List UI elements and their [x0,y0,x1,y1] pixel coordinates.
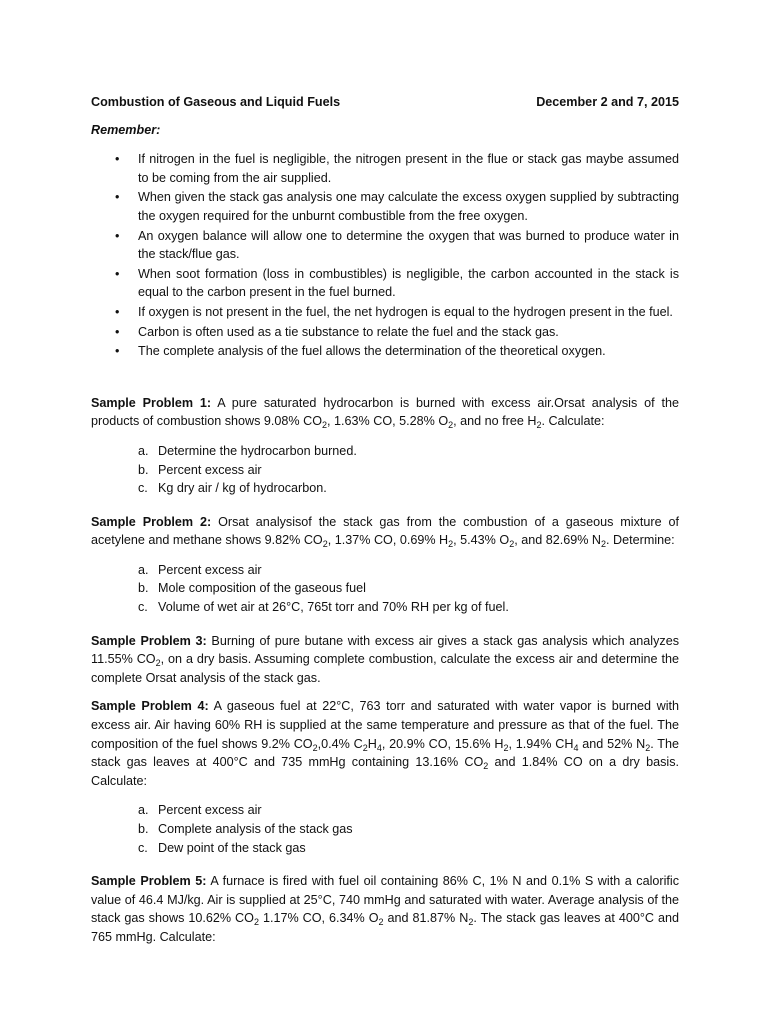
item-text: Mole composition of the gaseous fuel [158,581,366,596]
sample-problem-5 [91,872,679,946]
problem-text: A furnace is fired with fuel oil containing 86% C, 1% N and 0.1% S with a calorific value of 46.4 MJ/kg. Air is supplied at 25°C, 740 mmHg and saturated with water. Average analysis of the stack gas shows 10.62% CO [91,874,679,926]
list-item-text: Carbon is often used as a tie substance to relate the fuel and the stack gas. [138,324,559,339]
item-text: Percent excess air [158,462,262,477]
item-text: Percent excess air [158,562,262,577]
list-item [91,479,679,498]
list-item [91,839,679,858]
sample-problem-1 [91,394,679,431]
bullet-icon: • [115,152,120,167]
problem-text: , on a dry basis. Assuming complete combustion, calculate the excess air and determine the complete Orsat analysis of the stack gas. [91,652,679,685]
problem-text: Burning of pure butane with excess air gives a stack gas analysis which analyzes 11.55% CO [91,633,679,667]
problem-text: , 1.37% CO, 0.69% H [327,533,449,548]
list-item [91,801,679,820]
list-item-text: An oxygen balance will allow one to determine the oxygen that was burned to produce water in the stack/flue gas. [138,228,679,262]
bullet-icon: • [115,324,120,339]
bullet-icon: • [115,344,120,359]
subscript: 2 [312,742,318,753]
problem-text: , 1.94% CH [508,736,574,751]
list-item [91,561,679,580]
problem-label: Sample Problem 3: [91,633,207,648]
remember-list [91,150,679,361]
list-item [91,442,679,461]
item-marker: b. [138,581,149,596]
problem-text: , and 82.69% N [514,533,602,548]
problem-text: , 20.9% CO, 15.6% H [381,736,504,751]
problem-text: Orsat analysisof the stack gas from the combustion of a gaseous mixture of acetylene and methane shows 9.82% CO [91,514,679,548]
item-text: Complete analysis of the stack gas [158,822,353,836]
problem-text: and 52% N [578,736,646,751]
problem-text: . The stack gas leaves at 400°C and 765 mmHg. Calculate: [91,911,679,944]
item-text: Volume of wet air at 26°C, 765t torr and 70% RH per kg of fuel. [158,600,509,615]
bullet-icon: • [115,228,120,243]
problem-label: Sample Problem 4: [91,699,209,714]
list-item [91,188,679,225]
document-header [91,93,679,112]
problem-text: and 1.84% CO on a dry basis. Calculate: [91,755,679,788]
subscript: 2 [448,539,454,550]
bullet-icon: • [115,190,120,205]
problem-text: , 1.63% CO, 5.28% O [327,414,449,429]
list-item-text: The complete analysis of the fuel allows the determination of the theoretical oxygen. [138,344,606,359]
bullet-icon: • [115,304,120,319]
list-item-text: If nitrogen in the fuel is negligible, the nitrogen present in the flue or stack gas maybe assumed to be coming from the air supplied. [138,152,679,185]
list-item [91,323,679,342]
problem-text: and 81.87% N [383,911,469,926]
item-marker: a. [138,443,149,458]
bullet-icon: • [115,266,120,281]
list-item-text: When given the stack gas analysis one may calculate the excess oxygen supplied by subtracting the oxygen required for the unburnt combustible from the free oxygen. [138,190,679,223]
item-marker: b. [138,822,149,836]
item-marker: c. [138,481,148,496]
problem-text: , and no free H [453,414,537,429]
item-marker: b. [138,462,149,477]
subscript: 2 [536,420,542,431]
subscript: 2 [322,420,328,431]
item-text: Kg dry air / kg of hydrocarbon. [158,481,327,496]
subscript: 2 [509,539,515,550]
problem-text: 1.17% CO, 6.34% O [258,911,379,926]
problem-2-tasks [91,561,679,617]
subscript: 2 [483,761,489,772]
problem-text: H [367,736,377,751]
list-item [91,227,679,264]
problem-text: . Determine: [606,533,675,548]
list-item [91,150,679,187]
subscript: 4 [573,742,579,753]
subscript: 2 [645,742,651,753]
list-item [91,461,679,480]
subscript: 2 [253,917,259,928]
subscript: 2 [468,917,474,928]
item-text: Determine the hydrocarbon burned. [158,443,357,458]
problem-text: . Calculate: [541,414,605,429]
subscript: 2 [362,742,368,753]
item-marker: c. [138,600,148,615]
sample-problem-3 [91,632,679,688]
subscript: 2 [322,539,328,550]
list-item [91,820,679,839]
document-title: Combustion of Gaseous and Liquid Fuels [91,95,341,109]
sample-problem-4 [91,697,679,790]
list-item [91,598,679,617]
item-text: Percent excess air [158,803,262,818]
sample-problem-2 [91,513,679,550]
problem-label: Sample Problem 5: [91,874,207,889]
list-item [91,579,679,598]
item-marker: a. [138,803,149,818]
list-item [91,303,679,322]
item-marker: c. [138,840,148,855]
list-item [91,265,679,302]
subscript: 2 [503,742,509,753]
problem-1-tasks [91,442,679,498]
problem-text: . The stack gas leaves at 400°C and 735 mmHg containing 13.16% CO [91,736,679,770]
problem-text: A pure saturated hydrocarbon is burned with excess air.Orsat analysis of the products of combustion shows 9.08% CO [91,395,679,429]
problem-text: A gaseous fuel at 22°C, 763 torr and saturated with water vapor is burned with excess air. Air having 60% RH is supplied at the same temperature and pressure as that of the fuel. The composition of the fuel shows 9.2% CO [91,699,679,751]
problem-4-tasks [91,801,679,857]
problem-label: Sample Problem 1: [91,395,212,410]
subscript: 2 [155,658,161,669]
list-item-text: When soot formation (loss in combustibles) is negligible, the carbon accounted in the stack is equal to the carbon present in the fuel burned. [138,266,679,300]
subscript: 2 [378,917,384,928]
problem-text: , 5.43% O [453,533,510,548]
problem-label: Sample Problem 2: [91,514,212,529]
remember-heading: Remember: [91,122,161,137]
subscript: 2 [448,420,454,431]
item-text: Dew point of the stack gas [158,840,306,855]
list-item-text: If oxygen is not present in the fuel, the net hydrogen is equal to the hydrogen present in the fuel. [138,304,673,319]
item-marker: a. [138,562,149,577]
subscript: 4 [376,742,382,753]
subscript: 2 [601,539,607,550]
document-date: December 2 and 7, 2015 [536,95,679,109]
problem-text: ,0.4% C [317,736,363,751]
document-content [91,93,679,947]
list-item [91,342,679,361]
